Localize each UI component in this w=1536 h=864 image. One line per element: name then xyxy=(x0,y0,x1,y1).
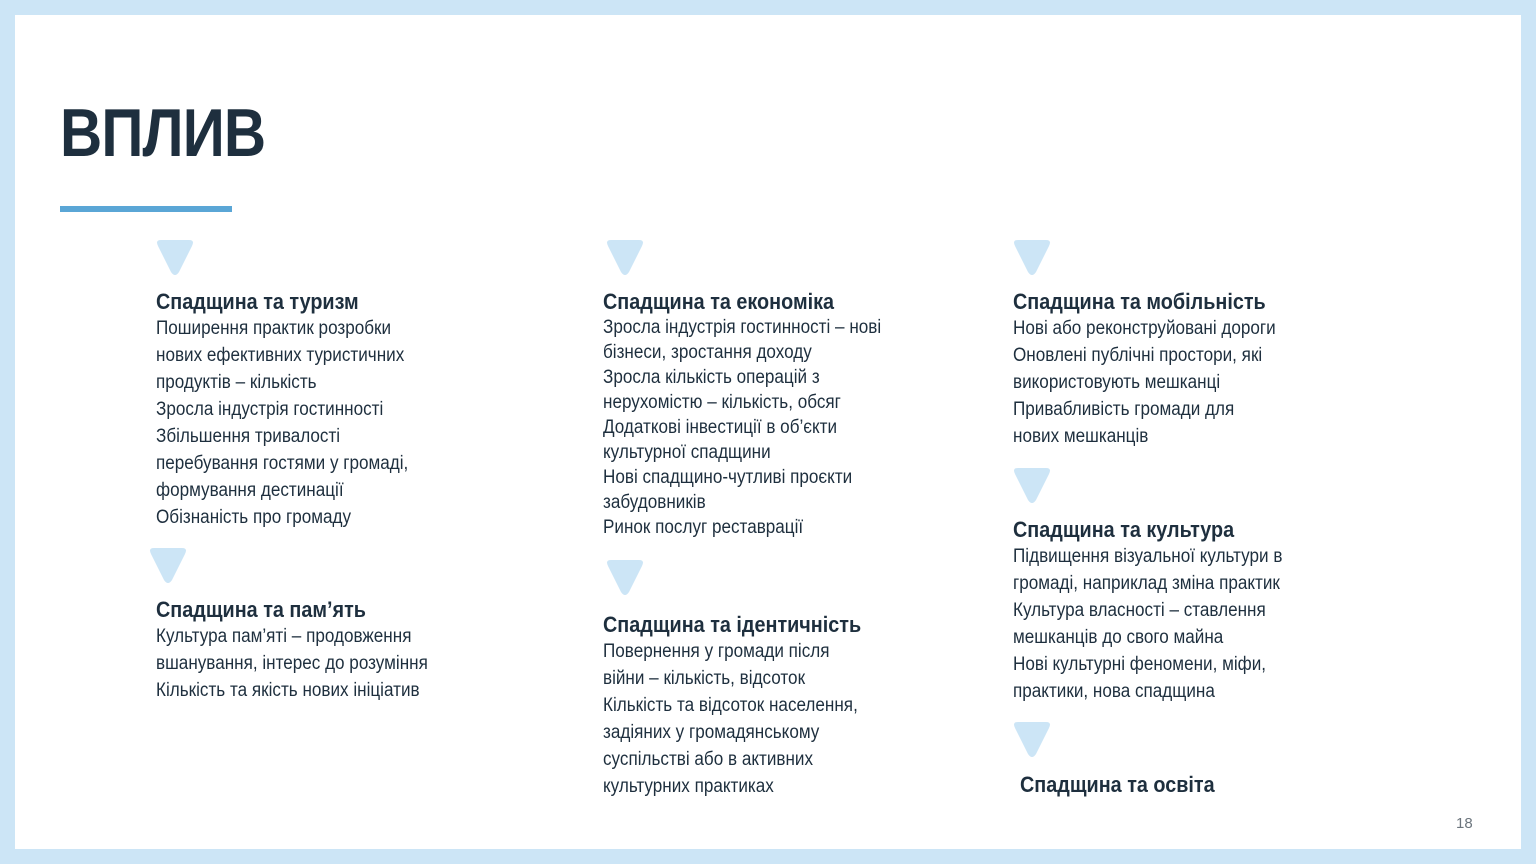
block-education xyxy=(1020,771,1420,798)
block-line: культурних практиках xyxy=(603,776,774,797)
block-title: Спадщина та туризм xyxy=(156,289,359,314)
triangle-marker-icon xyxy=(1012,465,1052,505)
block-line: Нові спадщино-чутливі проєкти xyxy=(603,467,853,488)
triangle-marker-icon xyxy=(155,237,195,277)
block-line: Поширення практик розробки xyxy=(156,318,392,339)
block-line: Зросла кількість операцій з xyxy=(603,367,820,388)
block-line: використовують мешканці xyxy=(1013,372,1221,393)
block-line: Оновлені публічні простори, які xyxy=(1013,345,1263,366)
block-economy xyxy=(603,288,1003,540)
block-line: Збільшення тривалості xyxy=(156,426,341,447)
triangle-marker-icon xyxy=(1012,237,1052,277)
block-line: Культура власності – ставлення xyxy=(1013,600,1266,621)
block-memory xyxy=(156,596,556,704)
triangle-marker-icon xyxy=(605,557,645,597)
block-line: Нові або реконструйовані дороги xyxy=(1013,318,1276,339)
triangle-marker-icon xyxy=(1012,719,1052,759)
block-line: забудовників xyxy=(603,492,706,513)
block-line: Кількість та якість нових ініціатив xyxy=(156,680,420,701)
block-tourism xyxy=(156,288,556,531)
block-line: Підвищення візуальної культури в xyxy=(1013,546,1283,567)
block-line: Ринок послуг реставрації xyxy=(603,517,804,538)
title-accent-line xyxy=(60,206,232,212)
block-line: війни – кількість, відсоток xyxy=(603,668,806,689)
block-line: Зросла індустрія гостинності xyxy=(156,399,384,420)
block-line: Обізнаність про громаду xyxy=(156,507,352,528)
triangle-marker-icon xyxy=(605,237,645,277)
page-title: ВПЛИВ xyxy=(60,95,266,171)
block-line: бізнеси, зростання доходу xyxy=(603,342,812,363)
block-line: Повернення у громади після xyxy=(603,641,830,662)
block-line: Нові культурні феномени, міфи, xyxy=(1013,654,1267,675)
block-line: мешканців до свого майна xyxy=(1013,627,1224,648)
block-line: нових мешканців xyxy=(1013,426,1149,447)
block-identity xyxy=(603,611,1003,800)
block-title: Спадщина та освіта xyxy=(1020,772,1215,797)
block-title: Спадщина та ідентичність xyxy=(603,612,862,637)
block-line: практики, нова спадщина xyxy=(1013,681,1215,702)
block-line: формування дестинації xyxy=(156,480,344,501)
block-line: нових ефективних туристичних xyxy=(156,345,405,366)
slide xyxy=(15,15,1521,849)
block-line: Додаткові інвестиції в об’єкти xyxy=(603,417,838,438)
triangle-marker-icon xyxy=(148,545,188,585)
block-line: задіяних у громадянському xyxy=(603,722,820,743)
block-line: перебування гостями у громаді, xyxy=(156,453,409,474)
block-line: Кількість та відсоток населення, xyxy=(603,695,858,716)
block-line: Зросла індустрія гостинності – нові xyxy=(603,317,882,338)
block-line: продуктів – кількість xyxy=(156,372,317,393)
page-number: 18 xyxy=(1456,815,1473,832)
block-line: суспільстві або в активних xyxy=(603,749,814,770)
block-culture xyxy=(1013,516,1413,705)
block-title: Спадщина та економіка xyxy=(603,289,835,314)
block-line: вшанування, інтерес до розуміння xyxy=(156,653,428,674)
block-line: громаді, наприклад зміна практик xyxy=(1013,573,1280,594)
block-title: Спадщина та мобільність xyxy=(1013,289,1266,314)
block-title: Спадщина та культура xyxy=(1013,517,1235,542)
block-line: культурної спадщини xyxy=(603,442,771,463)
block-mobility xyxy=(1013,288,1413,450)
block-line: нерухомістю – кількість, обсяг xyxy=(603,392,841,413)
block-line: Культура пам’яті – продовження xyxy=(156,626,412,647)
block-line: Привабливість громади для xyxy=(1013,399,1235,420)
block-title: Спадщина та пам’ять xyxy=(156,597,366,622)
